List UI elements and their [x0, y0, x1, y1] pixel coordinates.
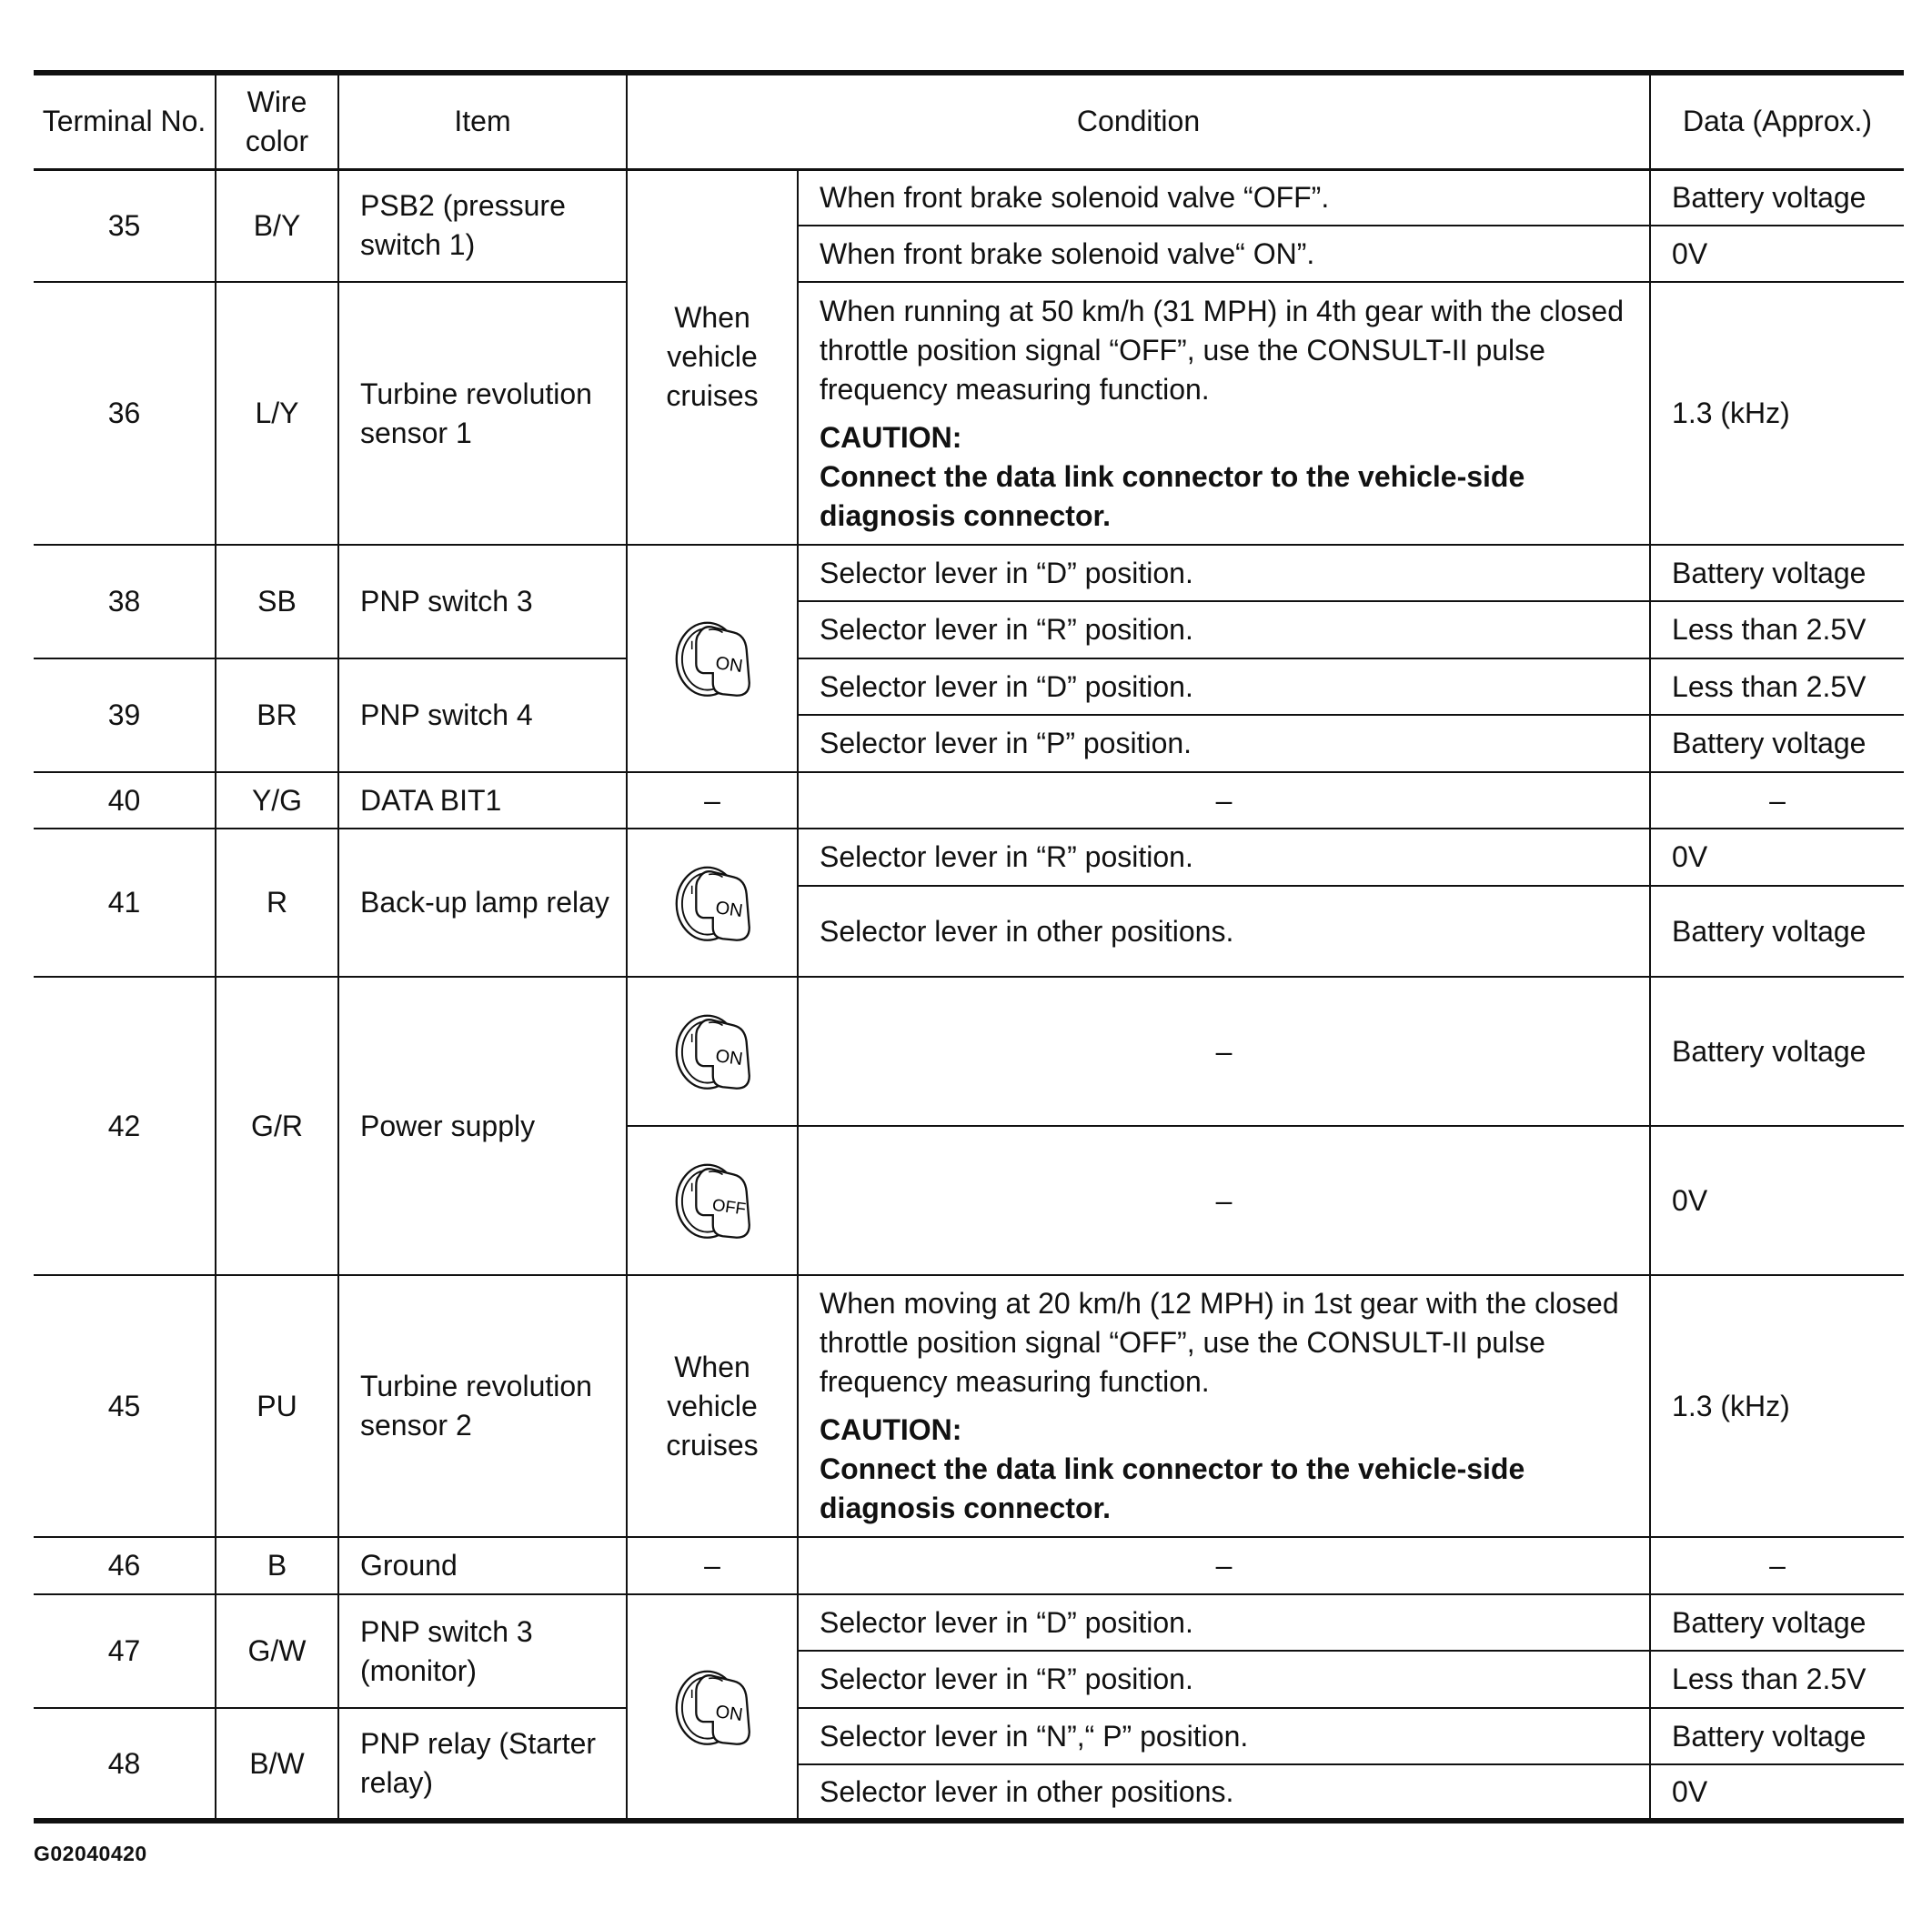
data-value: 1.3 (kHz): [1650, 282, 1904, 545]
table-row: [34, 829, 1904, 886]
wire-color: Y/G: [216, 772, 338, 829]
table-row: [34, 169, 1904, 226]
ignition-on-cell: [627, 545, 798, 772]
data-value: Battery voltage: [1650, 977, 1904, 1126]
terminal-no: 42: [34, 977, 216, 1275]
data-value: 0V: [1650, 226, 1904, 282]
condition-text: Selector lever in other positions.: [798, 886, 1650, 977]
svg-text:ON: ON: [714, 1046, 744, 1070]
table-row: [34, 772, 1904, 829]
table-row: [34, 282, 1904, 545]
item-name: Power supply: [338, 977, 627, 1275]
caution-note: Connect the data link connector to the vehicle-side diagnosis connector.: [820, 459, 1525, 532]
data-value: 1.3 (kHz): [1650, 1275, 1904, 1537]
caution-note: Connect the data link connector to the vehicle-side diagnosis connector.: [820, 1452, 1525, 1524]
terminal-spec-table: [34, 70, 1904, 1824]
ignition-key-on-icon: [667, 605, 758, 712]
item-name: PNP switch 3 (monitor): [338, 1594, 627, 1708]
ignition-on-cell: [627, 1594, 798, 1821]
data-value: Less than 2.5V: [1650, 658, 1904, 715]
condition-text: Selector lever in “R” position.: [798, 601, 1650, 658]
header-item: Item: [338, 73, 627, 169]
item-name: Ground: [338, 1537, 627, 1594]
ignition-key-on-icon: [667, 849, 758, 957]
item-name: PNP relay (Starter relay): [338, 1708, 627, 1821]
terminal-no: 35: [34, 169, 216, 282]
dash: –: [1650, 1537, 1904, 1594]
data-value: Battery voltage: [1650, 1594, 1904, 1651]
data-value: Battery voltage: [1650, 1708, 1904, 1764]
table-row: [34, 1594, 1904, 1651]
condition-text: Selector lever in “D” position.: [798, 1594, 1650, 1651]
header-wire-color: Wire color: [216, 73, 338, 169]
svg-text:ON: ON: [714, 897, 744, 921]
condition-text: When moving at 20 km/h (12 MPH) in 1st gear with the closed throttle position signal “OFF”, use the CONSULT-II pulse frequency measuring function.: [820, 1287, 1619, 1398]
ignition-on-cell: [627, 977, 798, 1126]
dash: –: [798, 772, 1650, 829]
caution-label: CAUTION:: [820, 1413, 962, 1446]
condition-text: When front brake solenoid valve“ ON”.: [798, 226, 1650, 282]
data-value: Less than 2.5V: [1650, 601, 1904, 658]
data-value: Battery voltage: [1650, 169, 1904, 226]
condition-text: Selector lever in “N”,“ P” position.: [798, 1708, 1650, 1764]
dash: –: [798, 977, 1650, 1126]
dash: –: [798, 1537, 1650, 1594]
wire-color: SB: [216, 545, 338, 658]
terminal-no: 48: [34, 1708, 216, 1821]
wire-color: G/W: [216, 1594, 338, 1708]
terminal-no: 39: [34, 658, 216, 772]
ignition-key-on-icon: [667, 998, 758, 1105]
item-name: PNP switch 4: [338, 658, 627, 772]
ignition-key-on-icon: [667, 1653, 758, 1761]
dash: –: [627, 772, 798, 829]
terminal-no: 38: [34, 545, 216, 658]
condition-text: Selector lever in “R” position.: [798, 1651, 1650, 1708]
condition-text: Selector lever in other positions.: [798, 1764, 1650, 1821]
terminal-no: 45: [34, 1275, 216, 1537]
data-value: 0V: [1650, 1764, 1904, 1821]
dash: –: [627, 1537, 798, 1594]
ignition-key-off-icon: [667, 1147, 758, 1254]
table-header-row: [34, 73, 1904, 169]
table-row: [34, 977, 1904, 1126]
condition-text: Selector lever in “P” position.: [798, 715, 1650, 772]
table-row: [34, 1708, 1904, 1764]
wire-color: R: [216, 829, 338, 977]
terminal-no: 36: [34, 282, 216, 545]
caution-label: CAUTION:: [820, 420, 962, 454]
terminal-no: 40: [34, 772, 216, 829]
data-value: Less than 2.5V: [1650, 1651, 1904, 1708]
ignition-on-cell: [627, 829, 798, 977]
table-row: [34, 1275, 1904, 1537]
item-name: Turbine revolution sensor 2: [338, 1275, 627, 1537]
condition-text: When front brake solenoid valve “OFF”.: [798, 169, 1650, 226]
wire-color: B/Y: [216, 169, 338, 282]
item-name: PSB2 (pressure switch 1): [338, 169, 627, 282]
table-row: [34, 545, 1904, 601]
data-value: Battery voltage: [1650, 545, 1904, 601]
terminal-no: 41: [34, 829, 216, 977]
svg-text:OFF: OFF: [710, 1194, 748, 1219]
data-value: Battery voltage: [1650, 886, 1904, 977]
data-value: 0V: [1650, 1126, 1904, 1275]
condition-text: Selector lever in “D” position.: [798, 658, 1650, 715]
item-name: DATA BIT1: [338, 772, 627, 829]
header-terminal: Terminal No.: [34, 73, 216, 169]
data-value: 0V: [1650, 829, 1904, 886]
header-data: Data (Approx.): [1650, 73, 1904, 169]
item-name: PNP switch 3: [338, 545, 627, 658]
wire-color: BR: [216, 658, 338, 772]
wire-color: G/R: [216, 977, 338, 1275]
condition-cell: [798, 282, 1650, 545]
wire-color: B/W: [216, 1708, 338, 1821]
table-row: [34, 1537, 1904, 1594]
item-name: Back-up lamp relay: [338, 829, 627, 977]
svg-text:ON: ON: [714, 653, 744, 678]
figure-code: G02040420: [34, 1842, 147, 1865]
header-condition: Condition: [627, 73, 1650, 169]
dash: –: [798, 1126, 1650, 1275]
ignition-off-cell: [627, 1126, 798, 1275]
condition-text: When running at 50 km/h (31 MPH) in 4th gear with the closed throttle position signal “OFF”, use the CONSULT-II pulse frequency measuring function.: [820, 294, 1624, 406]
condition-group: When vehicle cruises: [627, 1275, 798, 1537]
condition-group: When vehicle cruises: [627, 169, 798, 545]
wire-color: L/Y: [216, 282, 338, 545]
condition-text: Selector lever in “R” position.: [798, 829, 1650, 886]
terminal-no: 47: [34, 1594, 216, 1708]
table-row: [34, 658, 1904, 715]
wire-color: PU: [216, 1275, 338, 1537]
condition-cell: [798, 1275, 1650, 1537]
wire-color: B: [216, 1537, 338, 1594]
terminal-no: 46: [34, 1537, 216, 1594]
data-value: Battery voltage: [1650, 715, 1904, 772]
item-name: Turbine revolution sensor 1: [338, 282, 627, 545]
condition-text: Selector lever in “D” position.: [798, 545, 1650, 601]
svg-text:ON: ON: [714, 1701, 744, 1725]
dash: –: [1650, 772, 1904, 829]
